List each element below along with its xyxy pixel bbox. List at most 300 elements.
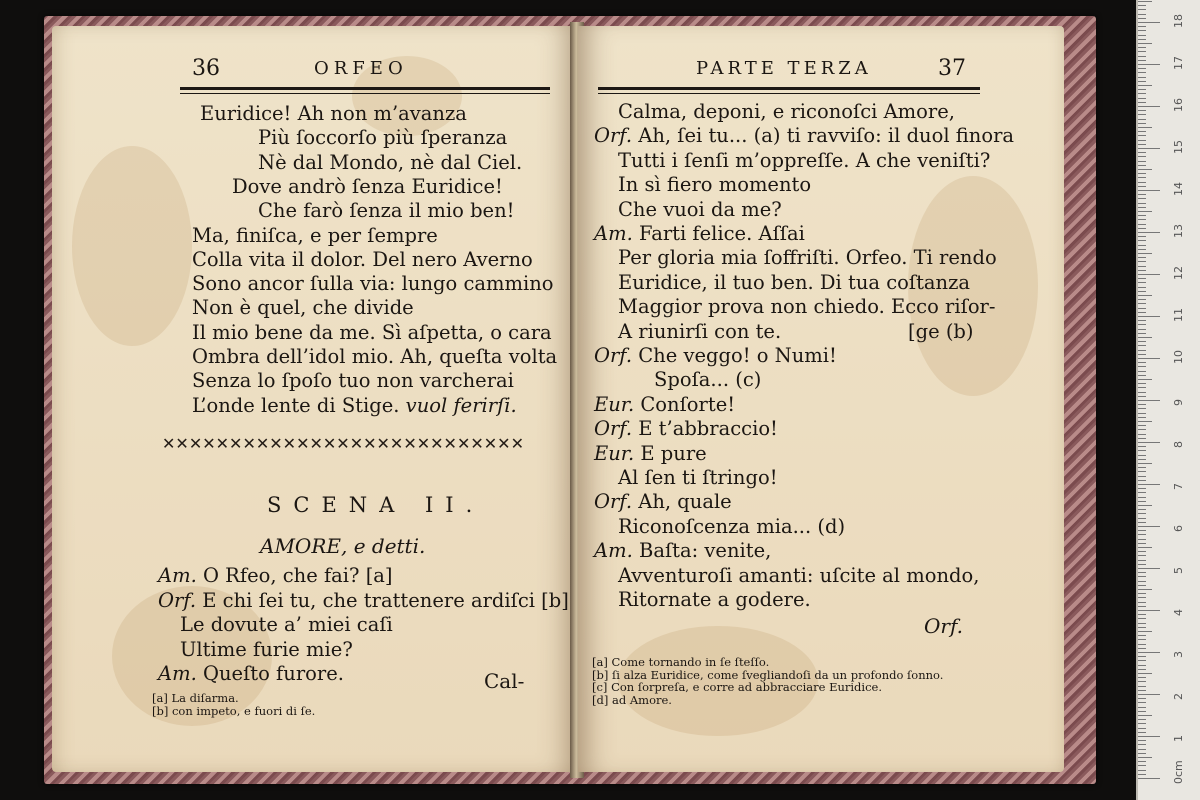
dialogue-line [618,320,781,344]
ruler-tick [1138,509,1146,510]
scene-characters: AMORE, e detti. [260,534,426,558]
ruler-tick [1138,715,1152,716]
ruler-tick [1138,245,1146,246]
ruler-tick [1138,14,1146,15]
ruler-tick [1138,72,1146,73]
verse-text: Calma, deponi, e riconoſci Amore, [618,100,955,123]
verse-line [258,151,522,175]
speaker-label: Orf. [158,588,203,612]
ruler-tick [1138,278,1146,279]
ruler-tick [1138,261,1146,262]
ruler-label: 6 [1172,525,1185,532]
ruler-tick [1138,602,1146,603]
ruler-tick [1138,581,1146,582]
ruler-tick [1138,442,1160,443]
verse-text: Ombra dell’idol mio. Ah, queſta volta [192,345,558,368]
ruler-label: 12 [1172,266,1185,280]
ruler-tick [1138,681,1146,682]
verse-line [258,199,515,223]
ruler-tick [1138,375,1146,376]
ruler-tick [1138,425,1146,426]
page-number: 36 [192,56,220,81]
ruler-tick [1138,572,1146,573]
ruler-tick [1138,156,1146,157]
dialogue-line [654,368,761,392]
ruler-tick [1138,224,1146,225]
ruler-tick [1138,366,1146,367]
dialogue-line [594,539,771,563]
ruler-tick [1138,211,1152,212]
verse-text: Maggior prova non chiedo. Ecco riſor- [618,295,996,319]
verse-text: Che vuoi da me? [618,197,782,221]
ruler-tick [1138,18,1146,19]
ruler-tick [1138,270,1146,271]
dialogue-line [594,344,837,368]
verse-text: Ah, ſei tu... (a) ti ravviſo: il duol finora [638,124,1015,148]
footnote: [b] con impeto, e fuori di ſe. [152,703,316,718]
ruler-tick [1138,152,1146,153]
ruler-tick [1138,484,1160,485]
verse-line [258,126,507,150]
verse-text: Ma, finiſca, e per ſempre [192,223,438,247]
ruler-tick [1138,127,1152,128]
right-page [578,26,1064,772]
ruler-tick [1138,690,1146,691]
ruler-tick [1138,585,1146,586]
speaker-label: Orf. [594,417,639,441]
ruler-tick [1138,530,1146,531]
ruler-tick [1138,434,1146,435]
ruler-label: 7 [1172,483,1185,490]
ruler-tick [1138,497,1146,498]
verse-text: Farti felice. Aſſai [638,222,805,245]
ruler-tick [1138,732,1146,733]
ruler-tick [1138,702,1146,703]
verse-text: Le dovute a’ miei caſi [180,613,393,636]
ruler-tick [1138,308,1146,309]
left-page [52,26,576,772]
ruler-tick [1138,39,1146,40]
verse-line [200,102,467,126]
ruler-tick [1138,173,1146,174]
ruler-tick [1138,77,1146,78]
ruler-tick [1138,518,1146,519]
ruler-tick [1138,383,1146,384]
speaker-label: Eur. [594,441,641,465]
dialogue-line [158,662,344,686]
ruler-tick [1138,81,1146,82]
ruler-tick [1138,404,1146,405]
ruler-tick [1138,329,1146,330]
ruler-label: 5 [1172,567,1185,574]
ruler-tick [1138,551,1146,552]
ruler-tick [1138,467,1146,468]
ruler-tick [1138,51,1146,52]
ruler-tick [1138,392,1146,393]
ruler-label: 11 [1172,308,1185,322]
verse-line [192,345,557,369]
ruler-tick [1138,429,1146,430]
ruler-tick [1138,379,1152,380]
dialogue-line [594,490,732,514]
running-head: ORFEO [314,58,408,79]
verse-line [192,224,438,248]
ruler-tick [1138,446,1146,447]
ruler-tick [1138,1,1152,2]
ruler-tick [1138,455,1146,456]
verse-text: Conſorte! [640,392,736,416]
ruler-tick [1138,770,1146,771]
ruler-tick [1138,135,1146,136]
ruler-tick [1138,140,1146,141]
ruler-tick [1138,505,1152,506]
ruler-tick [1138,614,1146,615]
ruler-tick [1138,35,1146,36]
speaker-label: Am. [158,662,203,685]
verse-line [192,272,554,296]
verse-line [192,296,414,320]
ruler-tick [1138,660,1146,661]
ruler-tick [1138,413,1146,414]
verse-line [192,248,533,272]
ruler-tick [1138,60,1146,61]
ruler-tick [1138,266,1146,267]
ruler-tick [1138,744,1146,745]
ruler-tick [1138,522,1146,523]
ruler-tick [1138,765,1146,766]
ruler-label: 14 [1172,182,1185,196]
dialogue-line [618,173,811,197]
verse-text: Spoſa... (c) [654,368,762,392]
verse-text: A riunirſi con te. [618,319,782,343]
ruler-tick [1138,337,1152,338]
speaker-label: Orf. [594,124,639,148]
ruler-label: 13 [1172,224,1185,238]
ruler-tick [1138,694,1160,695]
ruler-tick [1138,232,1160,233]
ruler-tick [1138,610,1160,611]
ruler-tick [1138,673,1152,674]
verse-text: Ritornate a godere. [618,588,811,611]
ruler-tick [1138,576,1146,577]
speaker-label: Am. [158,564,203,587]
ruler-tick [1138,774,1146,775]
ruler-tick [1138,421,1152,422]
verse-line [192,369,514,393]
ruler-tick [1138,656,1146,657]
ruler-label: 9 [1172,399,1185,406]
ruler-tick [1138,723,1146,724]
ruler-tick [1138,228,1146,229]
ruler-tick [1138,64,1160,65]
ruler-tick [1138,606,1146,607]
ruler-tick [1138,648,1146,649]
ruler-tick [1138,589,1152,590]
verse-text: Nè dal Mondo, nè dal Ciel. [258,150,523,174]
ruler-tick [1138,26,1146,27]
ruler-tick [1138,177,1146,178]
dialogue-line [594,124,1014,148]
ruler-tick [1138,161,1146,162]
ruler-tick [1138,623,1146,624]
verse-text: Ultime furie mie? [180,637,353,661]
ruler-tick [1138,417,1146,418]
dialogue-line [594,442,707,466]
ruler-tick [1138,471,1146,472]
verse-text: In sì fiero momento [618,173,812,197]
ruler-tick [1138,652,1160,653]
ruler-tick [1138,194,1146,195]
ruler-tick [1138,345,1146,346]
verse-text: Che veggo! o Numi! [638,344,837,367]
verse-line [192,321,552,345]
header-rule [598,87,980,90]
ruler-tick [1138,740,1146,741]
ruler-tick [1138,665,1146,666]
footnote: [d] ad Amore. [592,692,672,707]
verse-text: Più ſoccorſo più ſperanza [258,126,508,150]
ruler-tick [1138,114,1146,115]
ruler-tick [1138,303,1146,304]
ruler-tick [1138,631,1152,632]
ruler-tick [1138,396,1146,397]
footnote: [a] La diſarma. [152,691,239,705]
ruler-tick [1138,618,1146,619]
ruler-tick [1138,320,1146,321]
ruler-tick [1138,169,1152,170]
ruler-tick [1138,547,1152,548]
ruler-tick [1138,555,1146,556]
verse-text: Tutti i ſenſi m’oppreſſe. A che veniſti? [618,148,991,172]
dialogue-line [618,198,782,222]
ruler-tick [1138,198,1146,199]
speaker-label: Am. [594,539,639,563]
scene-ornament: ✕✕✕✕✕✕✕✕✕✕✕✕✕✕✕✕✕✕✕✕✕✕✕✕✕✕✕ [162,434,524,453]
header-rule-thin [598,93,980,94]
ruler-tick [1138,526,1160,527]
dialogue-line [618,588,811,612]
speaker-label: Orf. [594,344,639,367]
running-head: PARTE TERZA [696,58,872,79]
ruler-tick [1138,85,1152,86]
verse-text: Riconoſcenza mia... (d) [618,514,846,538]
ruler-label: 4 [1172,609,1185,616]
ruler-label: 15 [1172,140,1185,154]
ruler-tick [1138,568,1160,569]
verse-text: Avventuroſi amanti: uſcite al mondo, [618,563,980,587]
verse-text: L’onde lente di Stige. [192,393,400,417]
dialogue-line [618,515,845,539]
ruler-tick [1138,459,1146,460]
ruler-tick [1138,539,1146,540]
verse-text: Senza lo ſpoſo tuo non varcherai [192,369,514,393]
ruler-tick [1138,110,1146,111]
ruler-label: 17 [1172,56,1185,70]
ruler-label: 8 [1172,441,1185,448]
ruler-tick [1138,190,1160,191]
ruler-tick [1138,22,1160,23]
ruler-label: 2 [1172,693,1185,700]
ruler-tick [1138,98,1146,99]
header-rule [180,87,550,90]
ruler-tick [1138,240,1146,241]
ruler-tick [1138,400,1160,401]
ruler-tick [1138,371,1146,372]
dialogue-line [618,466,778,490]
footnote: [b] ſi alza Euridice, come ſvegliandoſi da un profondo ſonno. [592,667,944,682]
verse-line [192,394,517,418]
ruler-tick [1138,358,1160,359]
ruler-tick [1138,316,1160,317]
ruler-tick [1138,476,1146,477]
ruler-tick [1138,749,1146,750]
ruler-tick [1138,219,1146,220]
ruler-label: 16 [1172,98,1185,112]
ruler-tick [1138,438,1146,439]
ruler-tick [1138,698,1146,699]
speaker-label: Am. [594,222,639,245]
dialogue-line [618,246,997,270]
ruler-tick [1138,9,1146,10]
ruler-tick [1138,711,1146,712]
ruler-tick [1138,362,1146,363]
ruler-tick [1138,354,1146,355]
ruler-label: 3 [1172,651,1185,658]
ruler-tick [1138,408,1146,409]
ruler-tick [1138,707,1146,708]
verse-turnover: [ge (b) [908,319,974,343]
dialogue-line [180,613,393,637]
ruler-tick [1138,450,1146,451]
ruler-tick [1138,333,1146,334]
ruler-tick [1138,644,1146,645]
dialogue-line [158,564,393,588]
verse-text: Euridice! Ah non m’avanza [200,102,467,125]
ruler-tick [1138,282,1146,283]
dialogue-line [618,564,979,588]
ruler-tick [1138,534,1146,535]
verse-text: Non è quel, che divide [192,296,414,320]
verse-text: E pure [640,441,707,465]
ruler-tick [1138,761,1146,762]
catchword: Cal- [484,669,525,693]
ruler-tick [1138,93,1146,94]
catchword: Orf. [924,614,964,638]
dialogue-line [180,638,353,662]
ruler-tick [1138,560,1146,561]
verse-text: Baſta: venite, [638,539,772,563]
verse-text: E t’abbraccio! [638,417,778,441]
dialogue-line [158,589,569,613]
ruler-tick [1138,182,1146,183]
measuring-ruler [1136,0,1200,800]
ruler-tick [1138,492,1146,493]
ruler-tick [1138,677,1146,678]
ruler-tick [1138,207,1146,208]
verse-text: Al ſen ti ſtringo! [618,466,778,489]
verse-text: Ah, quale [638,490,732,514]
ruler-tick [1138,102,1146,103]
verse-text: Il mio bene da me. Sì aſpetta, o cara [192,320,552,344]
ruler-tick [1138,287,1146,288]
ruler-tick [1138,131,1146,132]
ruler-tick [1138,639,1146,640]
ruler-tick [1138,593,1146,594]
ruler-tick [1138,543,1146,544]
ruler-tick [1138,736,1160,737]
dialogue-line [618,271,970,295]
ruler-tick [1138,295,1152,296]
ruler-tick [1138,669,1146,670]
ruler-tick [1138,463,1152,464]
verse-text: Dove andrò ſenza Euridice! [232,174,503,198]
ruler-tick [1138,148,1160,149]
ruler-tick [1138,291,1146,292]
ruler-tick [1138,5,1146,6]
stage-direction: vuol ferirſi. [399,393,517,417]
ruler-tick [1138,513,1146,514]
verse-line [232,175,503,199]
dialogue-line [594,417,778,441]
header-rule-thin [180,93,550,94]
footnote: [a] Come tornando in ſe ſteſſo. [592,655,770,669]
ruler-tick [1138,312,1146,313]
scene-title: SCENA II. [267,493,485,517]
verse-text: O Rfeo, che fai? [a] [202,564,393,587]
ruler-tick [1138,341,1146,342]
ruler-tick [1138,719,1146,720]
ruler-tick [1138,43,1152,44]
verse-text: Colla vita il dolor. Del nero Averno [192,247,533,271]
verse-text: Che farò ſenza il mio ben! [258,199,515,223]
ruler-tick [1138,257,1146,258]
ruler-tick [1138,274,1160,275]
ruler-tick [1138,564,1146,565]
ruler-tick [1138,123,1146,124]
ruler-tick [1138,249,1146,250]
ruler-tick [1138,350,1146,351]
ruler-tick [1138,387,1146,388]
ruler-tick [1138,778,1160,779]
ruler-label: 0cm [1172,760,1185,784]
speaker-label: Eur. [594,392,641,416]
ruler-tick [1138,47,1146,48]
ruler-label: 18 [1172,14,1185,28]
verse-text: Sono ancor ſulla via: lungo cammino [192,272,554,296]
verse-text: Euridice, il tuo ben. Di tua coſtanza [618,270,970,294]
ruler-label: 1 [1172,735,1185,742]
ruler-tick [1138,186,1146,187]
page-number: 37 [938,56,966,81]
ruler-tick [1138,597,1146,598]
ruler-tick [1138,324,1146,325]
ruler-tick [1138,253,1152,254]
dialogue-line [594,393,735,417]
ruler-tick [1138,68,1146,69]
ruler-label: 10 [1172,350,1185,364]
verse-text: E chi ſei tu, che trattenere ardiſci [b] [202,588,569,612]
ruler-tick [1138,753,1146,754]
ruler-tick [1138,686,1146,687]
dialogue-line [618,100,955,124]
verse-text: Queſto furore. [202,662,344,685]
ruler-tick [1138,203,1146,204]
ruler-tick [1138,56,1146,57]
ruler-tick [1138,501,1146,502]
ruler-tick [1138,236,1146,237]
ruler-tick [1138,89,1146,90]
ruler-tick [1138,299,1146,300]
